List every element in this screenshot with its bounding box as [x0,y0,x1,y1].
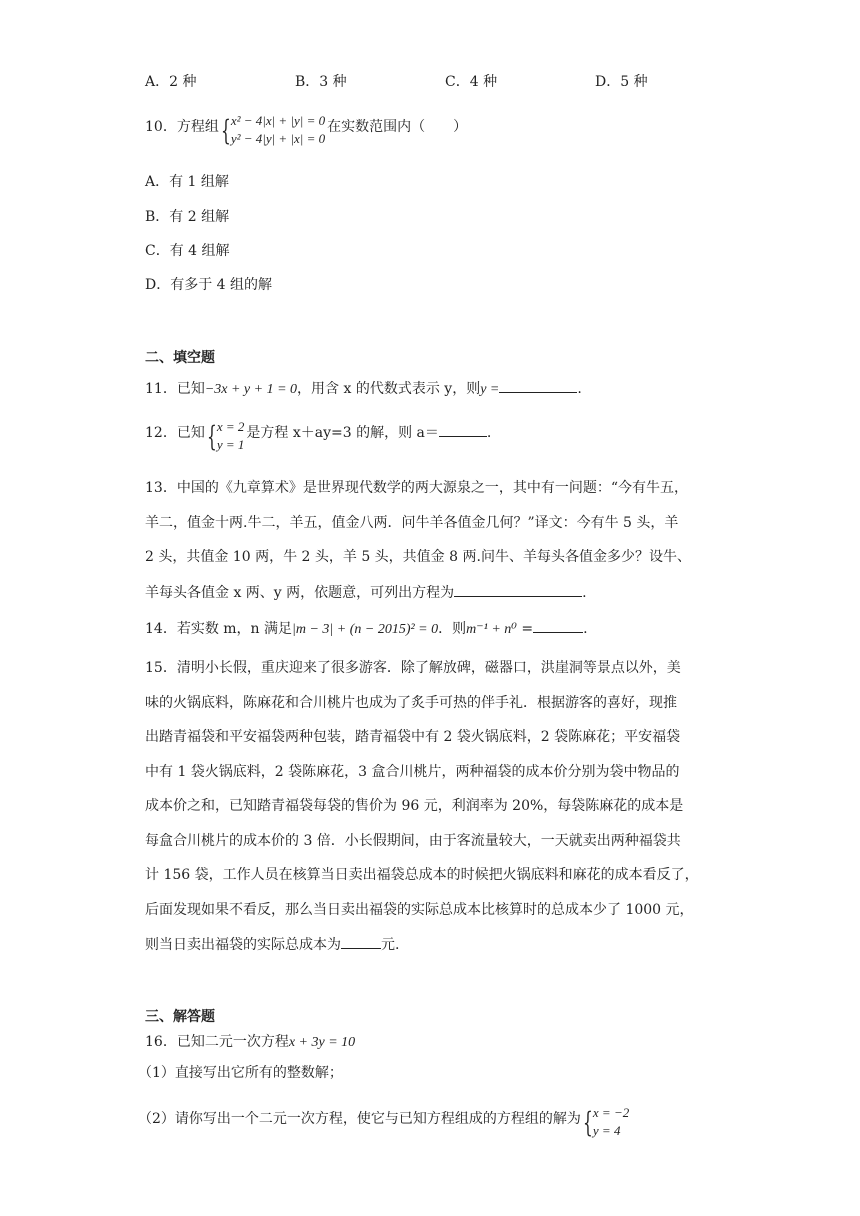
q10-option-d: D．有多于 4 组的解 [145,277,273,293]
q15-line-8: 后面发现如果不看反，那么当日卖出福袋的实际总成本比核算时的总成本少了 1000 元， [145,902,694,918]
q13-line-1: 13．中国的《九章算术》是世界现代数学的两大源泉之一，其中有一问题：“今有牛五， [145,480,688,496]
q15-line-6: 每盒合川桃片的成本价的 3 倍．小长假期间，由于客流量较大，一天就卖出两种福袋共 [145,833,681,849]
q12-solution-system: { x = 2 y = 1 [206,419,245,453]
q16-part-1: （1）直接写出它所有的整数解； [138,1065,343,1081]
q13-answer-blank[interactable] [454,582,582,597]
q10-number: 10．方程组 [145,119,219,135]
q15-line-2: 味的火锅底料，陈麻花和合川桃片也成为了炙手可热的伴手礼．根据游客的喜好，现推 [145,695,677,711]
question-14 [145,618,588,640]
q10-eq1: x² − 4|x| + |y| = 0 [230,113,326,128]
q11-mid: ，用含 x 的代数式表示 y，则 [297,381,481,397]
q15-line-4: 中有 1 袋火锅底料，2 袋陈麻花，3 盒合川桃片，两种福袋的成本价分别为袋中物品的 [145,764,680,780]
q16-row1: x = −2 [592,1105,630,1120]
q15-line-9-text: 则当日卖出福袋的实际总成本为 [145,937,341,953]
q11-equation: −3x + y + 1 = 0 [204,382,298,397]
q12-pre: 12．已知 [145,425,205,441]
q13-line-4-text: 羊每头各值金 x 两、y 两，依题意，可列出方程为 [145,585,455,601]
question-10 [145,112,467,148]
q15-end: 元. [381,937,400,953]
question-12 [145,418,491,454]
q16-equation: x + 3y = 10 [288,1035,356,1050]
q11-end: . [577,381,582,397]
q15-line-7: 计 156 袋，工作人员在核算当日卖出福袋总成本的时候把火锅底料和麻花的成本看反了， [145,867,699,883]
q10-tail: 在实数范围内（ ） [327,119,468,135]
question-16 [145,1032,355,1053]
q15-line-3: 出踏青福袋和平安福袋两种包装，踏青福袋中有 2 袋火锅底料，2 袋陈麻花；平安福袋 [145,729,681,745]
q10-eq2: y² − 4|y| + |x| = 0 [230,131,326,146]
q13-line-4 [145,582,587,603]
section-3-heading: 三、解答题 [145,1009,215,1025]
q14-pre: 14．若实数 m，n 满足 [145,621,293,637]
q15-line-5: 成本价之和，已知踏青福袋每袋的售价为 96 元，利润率为 20%，每袋陈麻花的成本是 [145,798,684,814]
q12-end: . [486,425,492,441]
q12-mid: 是方程 x＋ay=3 的解，则 a＝ [246,425,439,441]
q10-equation-system: { x² − 4|x| + |y| = 0 y² − 4|y| + |x| = 0 [220,113,326,147]
q13-end: . [582,585,587,601]
q9-option-a: A．2 种 [145,74,197,90]
q10-option-a: A．有 1 组解 [145,174,229,190]
q11-y-eq: y = [480,382,500,397]
q16-row2: y = 4 [592,1123,621,1138]
q10-option-c: C．有 4 组解 [145,243,230,259]
q10-option-b: B．有 2 组解 [145,209,230,225]
q12-row1: x = 2 [216,419,245,434]
q13-line-3: 2 头，共值金 10 两，牛 2 头，羊 5 头，共值金 8 两.问牛、羊每头各值金多少？设牛、 [145,549,691,565]
q15-line-9 [145,934,399,955]
q12-row2: y = 1 [216,437,245,452]
q14-answer-blank[interactable] [533,618,583,633]
q14-end: . [583,621,588,637]
q14-expression: m⁻¹ + n⁰ [466,622,517,637]
q14-equation: |m − 3| + (n − 2015)² = 0 [292,622,439,637]
q12-answer-blank[interactable] [439,422,487,437]
q13-line-2: 羊二，值金十两.牛二，羊五，值金八两．问牛羊各值金几何？”译文：今有牛 5 头，羊 [145,515,679,531]
q14-equals: = [516,621,534,637]
q11-answer-blank[interactable] [499,378,577,393]
q11-pre: 11．已知 [145,381,205,397]
q9-option-b: B．3 种 [295,74,347,90]
q16-part-2-text: （2）请你写出一个二元一次方程，使它与已知方程组成的方程组的解为 [138,1111,581,1127]
q16-pre: 16．已知二元一次方程 [145,1034,289,1050]
q16-solution-system: { x = −2 y = 4 [582,1105,630,1139]
q9-option-c: C．4 种 [445,74,498,90]
q16-part-2 [138,1104,631,1140]
q15-answer-blank[interactable] [341,934,381,949]
q15-line-1: 15．清明小长假，重庆迎来了很多游客．除了解放碑，磁器口，洪崖洞等景点以外，美 [145,660,681,676]
question-11 [145,378,582,400]
q14-mid: ．则 [438,621,467,637]
q9-option-d: D．5 种 [595,74,648,90]
section-2-heading: 二、填空题 [145,350,215,366]
